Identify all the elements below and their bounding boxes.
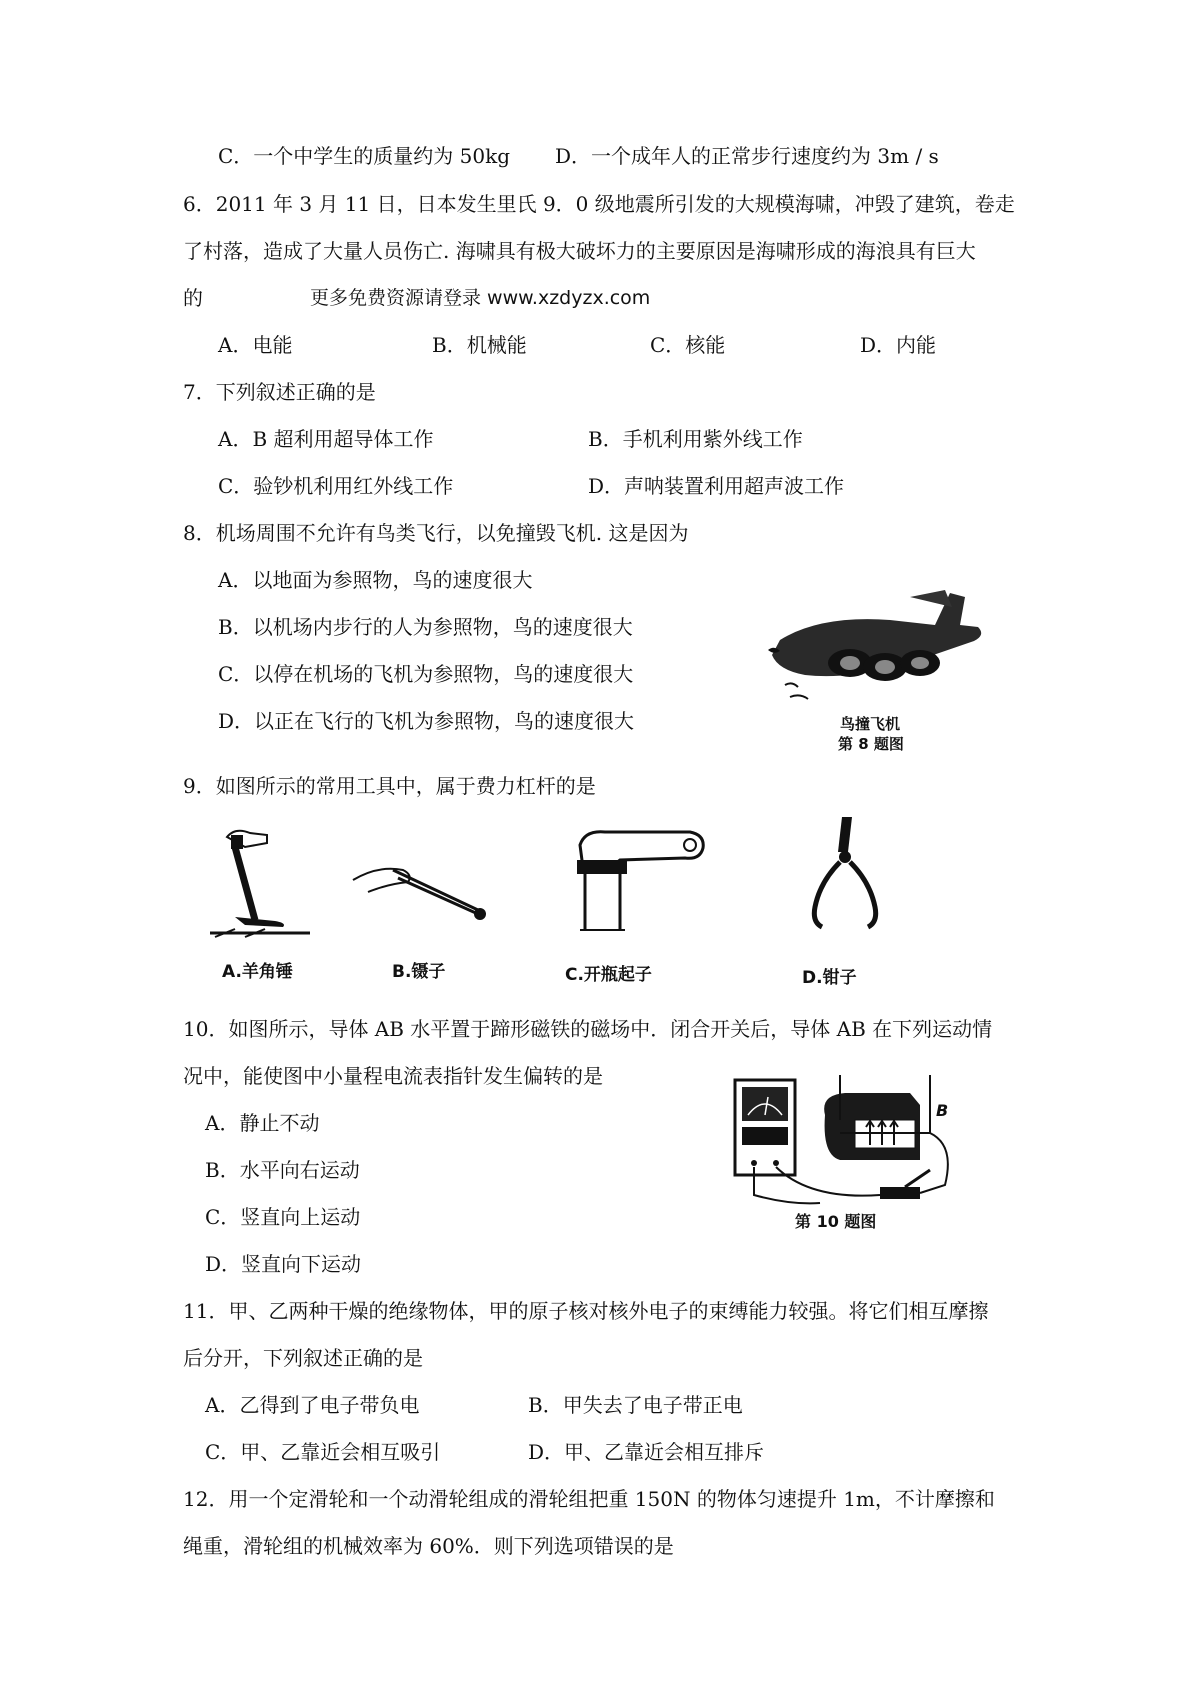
magnet-circuit-illustration xyxy=(730,1075,970,1210)
q7-option-b: B．手机利用紫外线工作 xyxy=(588,427,803,451)
q6-option-b: B．机械能 xyxy=(432,333,527,357)
pliers-icon xyxy=(800,812,890,947)
q7-stem: 7．下列叙述正确的是 xyxy=(183,380,376,404)
bottle-opener-icon xyxy=(565,820,715,940)
q9-stem: 9．如图所示的常用工具中，属于费力杠杆的是 xyxy=(183,774,596,798)
q6-option-c: C．核能 xyxy=(650,333,726,357)
q6-stem-line2: 了村落，造成了大量人员伤亡. 海啸具有极大破坏力的主要原因是海啸形成的海浪具有巨大 xyxy=(183,239,976,263)
tweezers-icon xyxy=(348,840,493,940)
q8-option-b: B．以机场内步行的人为参照物，鸟的速度很大 xyxy=(218,615,633,639)
q8-stem: 8．机场周围不允许有鸟类飞行，以免撞毁飞机. 这是因为 xyxy=(183,521,689,545)
q10-figure-caption: 第 10 题图 xyxy=(795,1212,877,1231)
q10-option-a: A．静止不动 xyxy=(205,1111,320,1135)
q12-stem-line2: 绳重，滑轮组的机械效率为 60%．则下列选项错误的是 xyxy=(183,1534,674,1558)
q12-stem-line1: 12．用一个定滑轮和一个动滑轮组成的滑轮组把重 150N 的物体匀速提升 1m，不计摩擦和 xyxy=(183,1487,995,1511)
q11-stem-line2: 后分开，下列叙述正确的是 xyxy=(183,1346,423,1370)
q7-option-d: D．声呐装置利用超声波工作 xyxy=(588,474,845,498)
tool-label-b: B.镊子 xyxy=(392,962,446,982)
q7-option-a: A．B 超利用超导体工作 xyxy=(218,427,434,451)
q8-option-c: C．以停在机场的飞机为参照物，鸟的速度很大 xyxy=(218,662,634,686)
q10-option-c: C．竖直向上运动 xyxy=(205,1205,361,1229)
promo-text: 更多免费资源请登录 www.xzdyzx.com xyxy=(310,287,651,309)
tool-label-c: C.开瓶起子 xyxy=(565,965,652,985)
q5-option-c: C．一个中学生的质量约为 50kg xyxy=(218,144,511,168)
q7-option-c: C．验钞机利用红外线工作 xyxy=(218,474,454,498)
q11-option-b: B．甲失去了电子带正电 xyxy=(528,1393,743,1417)
magnet-circuit-figure xyxy=(730,1075,970,1235)
bird-plane-figure xyxy=(760,585,990,755)
q8-figure-caption-1: 鸟撞飞机 xyxy=(840,715,901,733)
q6-stem-line1: 6．2011 年 3 月 11 日，日本发生里氏 9．0 级地震所引发的大规模海啸，冲毁了建筑，卷走 xyxy=(183,192,1015,216)
q10-option-b: B．水平向右运动 xyxy=(205,1158,360,1182)
tool-label-d: D.钳子 xyxy=(802,968,857,988)
q10-stem-line1: 10．如图所示，导体 AB 水平置于蹄形磁铁的磁场中．闭合开关后，导体 AB 在下列运动情 xyxy=(183,1017,993,1041)
q11-option-a: A．乙得到了电子带负电 xyxy=(205,1393,420,1417)
q8-option-d: D．以正在飞行的飞机为参照物，鸟的速度很大 xyxy=(218,709,635,733)
q10-stem-line2: 况中，能使图中小量程电流表指针发生偏转的是 xyxy=(183,1064,603,1088)
q6-option-d: D．内能 xyxy=(860,333,937,357)
q6-stem-line3: 的 xyxy=(183,286,203,310)
q10-option-d: D．竖直向下运动 xyxy=(205,1252,362,1276)
q5-option-d: D．一个成年人的正常步行速度约为 3m / s xyxy=(555,144,939,168)
label-b: B xyxy=(936,1101,949,1120)
tool-label-a: A.羊角锤 xyxy=(222,962,293,982)
pliers-figure xyxy=(800,812,890,947)
bird-plane-illustration xyxy=(760,585,990,710)
tweezers-figure xyxy=(348,840,493,940)
q11-option-c: C．甲、乙靠近会相互吸引 xyxy=(205,1440,441,1464)
q11-stem-line1: 11．甲、乙两种干燥的绝缘物体，甲的原子核对核外电子的束缚能力较强。将它们相互摩擦 xyxy=(183,1299,989,1323)
q8-figure-caption-2: 第 8 题图 xyxy=(838,735,904,753)
q6-option-a: A．电能 xyxy=(218,333,293,357)
claw-hammer-figure xyxy=(205,825,315,940)
q11-option-d: D．甲、乙靠近会相互排斥 xyxy=(528,1440,765,1464)
bottle-opener-figure xyxy=(565,820,715,940)
claw-hammer-icon xyxy=(205,825,315,940)
q8-option-a: A．以地面为参照物，鸟的速度很大 xyxy=(218,568,533,592)
